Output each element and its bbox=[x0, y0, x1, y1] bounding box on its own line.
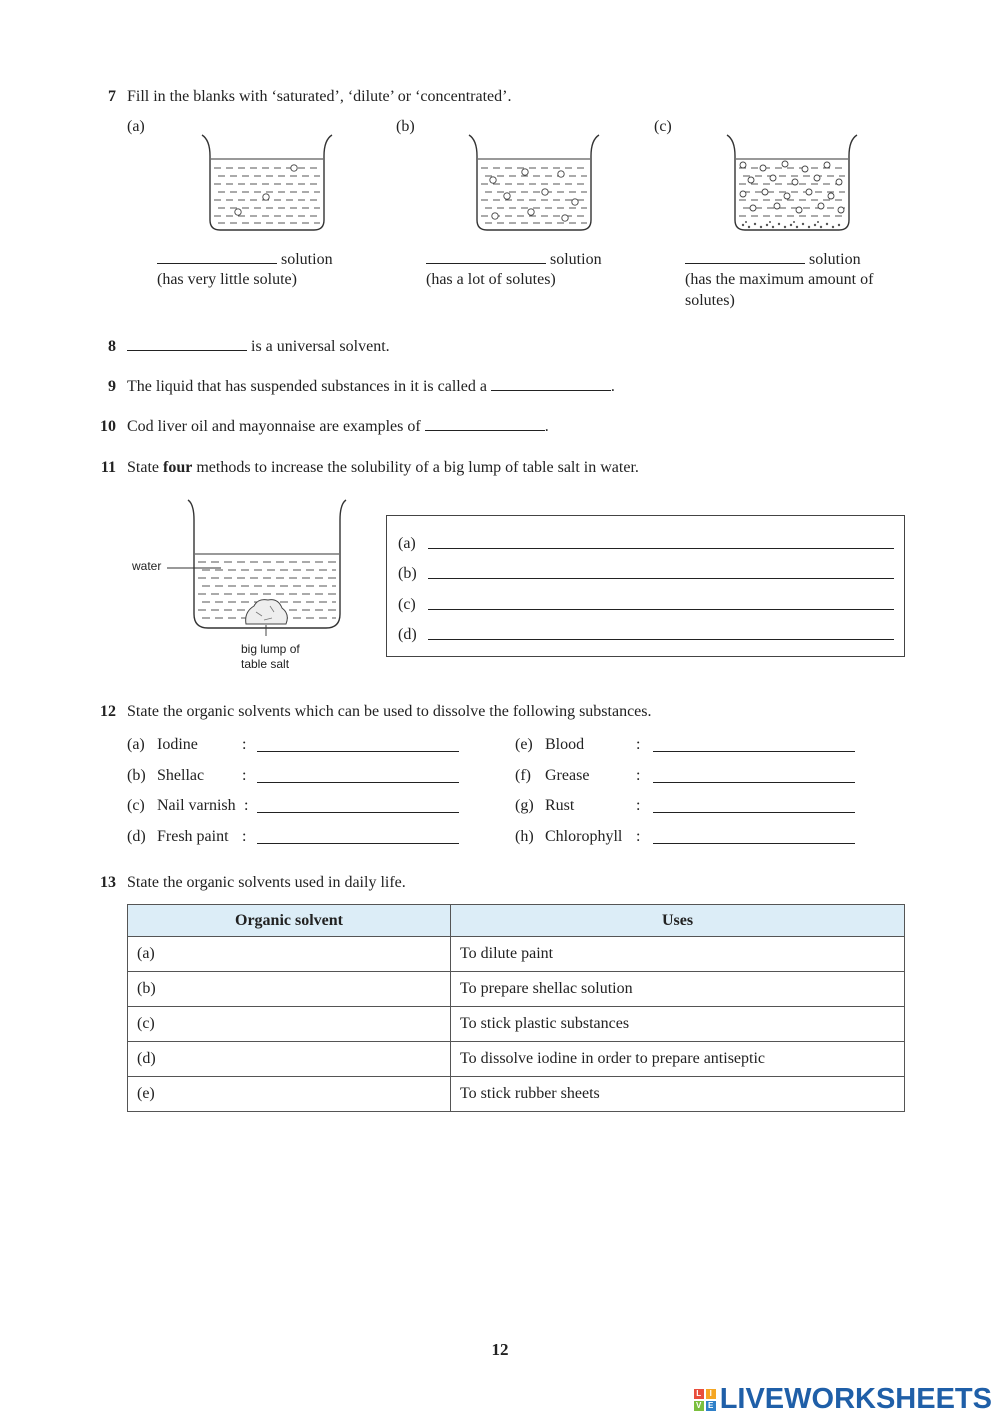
solvent-cell[interactable]: (b) bbox=[128, 972, 451, 1007]
answer-line-12c[interactable] bbox=[257, 812, 459, 813]
part-label: (b) bbox=[396, 118, 415, 135]
answer-line-12a[interactable] bbox=[257, 751, 459, 752]
question-number: 12 bbox=[100, 703, 116, 720]
colon: : bbox=[242, 767, 247, 784]
solvent-cell[interactable]: (e) bbox=[128, 1077, 451, 1112]
colon: : bbox=[636, 767, 641, 784]
solvent-cell[interactable]: (c) bbox=[128, 1007, 451, 1042]
question-text: State the organic solvents which can be used to dissolve the following substances. bbox=[127, 703, 652, 720]
answer-blank-8[interactable] bbox=[127, 349, 247, 351]
question-number: 9 bbox=[108, 378, 116, 395]
use-cell: To dissolve iodine in order to prepare antiseptic bbox=[451, 1042, 905, 1077]
item-label: (a) bbox=[127, 736, 145, 753]
item-label: (g) bbox=[515, 797, 534, 814]
answer-line-12h[interactable] bbox=[653, 843, 855, 844]
colon: : bbox=[636, 828, 641, 845]
beaker-saturated-diagram bbox=[723, 132, 863, 234]
answer-label: (a) bbox=[398, 535, 416, 552]
solvent-uses-table bbox=[127, 904, 905, 1112]
answer-blank-7a[interactable] bbox=[157, 262, 277, 264]
table-row bbox=[128, 1077, 905, 1112]
answer-box bbox=[386, 515, 905, 657]
use-cell: To stick rubber sheets bbox=[451, 1077, 905, 1112]
water-label: water bbox=[132, 559, 162, 573]
question-text: The liquid that has suspended substances in it is called a bbox=[127, 378, 487, 395]
item-label: (f) bbox=[515, 767, 531, 784]
question-number: 7 bbox=[108, 88, 116, 105]
answer-label: (d) bbox=[398, 626, 417, 643]
beaker-dilute-diagram bbox=[198, 132, 338, 234]
colon: : bbox=[244, 797, 249, 814]
header-uses: Uses bbox=[451, 905, 905, 937]
item-name: Nail varnish bbox=[157, 797, 236, 814]
page-number: 12 bbox=[491, 1340, 509, 1359]
answer-line-12g[interactable] bbox=[653, 812, 855, 813]
use-cell: To stick plastic substances bbox=[451, 1007, 905, 1042]
table-row bbox=[128, 1042, 905, 1077]
table-row bbox=[128, 1007, 905, 1042]
item-name: Grease bbox=[545, 767, 590, 784]
part-label: (c) bbox=[654, 118, 672, 135]
answer-blank-7c[interactable] bbox=[685, 262, 805, 264]
item-name: Chlorophyll bbox=[545, 828, 623, 845]
answer-blank-9[interactable] bbox=[491, 389, 611, 391]
logo-mark-icon: L I V E bbox=[694, 1389, 716, 1411]
solution-label: solution bbox=[281, 251, 333, 268]
part-label: (a) bbox=[127, 118, 145, 135]
answer-label: (b) bbox=[398, 565, 417, 582]
question-text: State four methods to increase the solubility of a big lump of table salt in water. bbox=[127, 459, 639, 476]
hint-text: (has the maximum amount of bbox=[685, 271, 874, 288]
item-label: (e) bbox=[515, 736, 533, 753]
answer-line-a[interactable] bbox=[428, 548, 894, 549]
header-organic-solvent: Organic solvent bbox=[128, 905, 451, 937]
beaker-concentrated-diagram bbox=[465, 132, 605, 234]
item-name: Iodine bbox=[157, 736, 198, 753]
question-text: is a universal solvent. bbox=[251, 338, 390, 355]
question-number: 10 bbox=[100, 418, 116, 435]
answer-line-12b[interactable] bbox=[257, 782, 459, 783]
table-row bbox=[128, 937, 905, 972]
answer-line-12e[interactable] bbox=[653, 751, 855, 752]
liveworksheets-logo bbox=[694, 1383, 992, 1416]
solvent-cell[interactable]: (a) bbox=[128, 937, 451, 972]
answer-line-12f[interactable] bbox=[653, 782, 855, 783]
item-label: (b) bbox=[127, 767, 146, 784]
period: . bbox=[544, 418, 549, 435]
table-header-row bbox=[128, 905, 905, 937]
item-name: Rust bbox=[545, 797, 575, 814]
answer-blank-7b[interactable] bbox=[426, 262, 546, 264]
question-text: State the organic solvents used in daily life. bbox=[127, 874, 406, 891]
use-cell: To dilute paint bbox=[451, 937, 905, 972]
solvent-cell[interactable]: (d) bbox=[128, 1042, 451, 1077]
item-label: (c) bbox=[127, 797, 145, 814]
answer-line-c[interactable] bbox=[428, 609, 894, 610]
solution-label: solution bbox=[809, 251, 861, 268]
colon: : bbox=[242, 736, 247, 753]
hint-text: (has a lot of solutes) bbox=[426, 271, 556, 288]
period: . bbox=[610, 378, 615, 395]
solution-label: solution bbox=[550, 251, 602, 268]
hint-text: solutes) bbox=[685, 292, 735, 309]
colon: : bbox=[242, 828, 247, 845]
question-text: Fill in the blanks with ‘saturated’, ‘dilute’ or ‘concentrated’. bbox=[127, 88, 512, 105]
answer-line-12d[interactable] bbox=[257, 843, 459, 844]
question-text: Cod liver oil and mayonnaise are examples of bbox=[127, 418, 421, 435]
hint-text: (has very little solute) bbox=[157, 271, 297, 288]
salt-label: big lump of table salt bbox=[241, 642, 300, 671]
item-label: (d) bbox=[127, 828, 146, 845]
answer-line-d[interactable] bbox=[428, 639, 894, 640]
answer-blank-10[interactable] bbox=[425, 429, 545, 431]
answer-label: (c) bbox=[398, 596, 416, 613]
colon: : bbox=[636, 736, 641, 753]
item-label: (h) bbox=[515, 828, 534, 845]
item-name: Blood bbox=[545, 736, 585, 753]
use-cell: To prepare shellac solution bbox=[451, 972, 905, 1007]
table-row bbox=[128, 972, 905, 1007]
question-number: 8 bbox=[108, 338, 116, 355]
item-name: Fresh paint bbox=[157, 828, 229, 845]
question-number: 13 bbox=[100, 874, 116, 891]
question-number: 11 bbox=[100, 459, 116, 476]
colon: : bbox=[636, 797, 641, 814]
logo-text: LIVEWORKSHEETS bbox=[719, 1383, 992, 1415]
pointer-line bbox=[165, 564, 225, 574]
item-name: Shellac bbox=[157, 767, 205, 784]
answer-line-b[interactable] bbox=[428, 578, 894, 579]
